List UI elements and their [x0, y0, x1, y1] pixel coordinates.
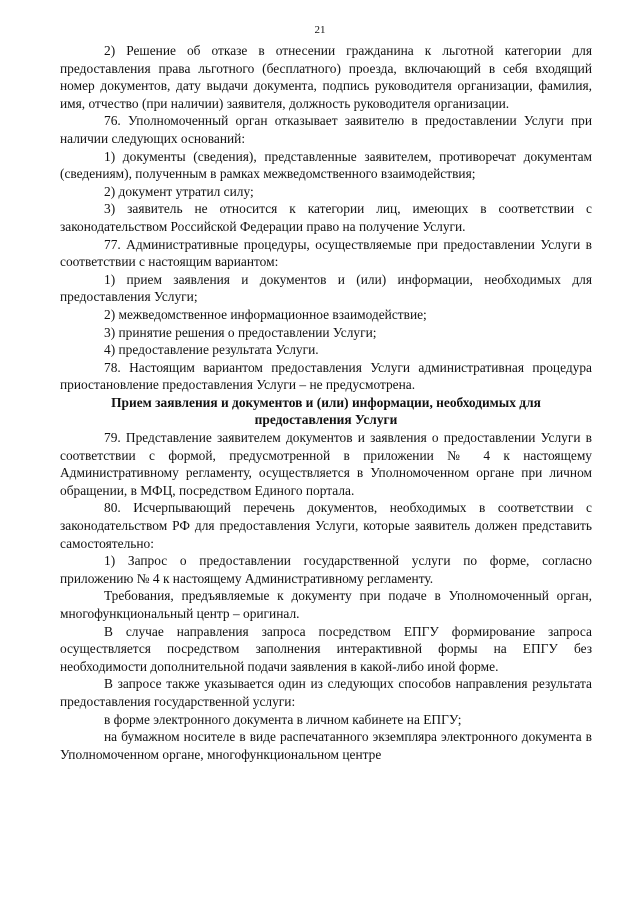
- paragraph: 4) предоставление результата Услуги.: [104, 342, 319, 358]
- paragraph: 79. Представление заявителем документов и заявления о предоставлении Услуги в соответствии с формой, предусмотренной в приложении № 4 к настоящему Административному регламенту, осуществляется в Уполномоченном органе при личном обращении, в МФЦ, посредством Единого портала.: [60, 430, 592, 498]
- paragraph: 76. Уполномоченный орган отказывает заявителю в предоставлении Услуги при наличии следующих оснований:: [60, 113, 592, 146]
- paragraph: 77. Административные процедуры, осуществляемые при предоставлении Услуги в соответствии с настоящим вариантом:: [60, 236, 592, 270]
- paragraph: 1) Запрос о предоставлении государственной услуги по форме, согласно приложению № 4 к настоящему Административному регламенту.: [60, 553, 592, 586]
- paragraph: Требования, предъявляемые к документу при подаче в Уполномоченный орган, многофункциональный центр – оригинал.: [60, 588, 592, 621]
- paragraph: 3) заявитель не относится к категории лиц, имеющих в соответствии с законодательством Российской Федерации право на получение Услуги.: [60, 201, 592, 234]
- section-heading: Прием заявления и документов и (или) информации, необходимых для предоставления Услуги: [111, 394, 541, 428]
- paragraph: 78. Настоящим вариантом предоставления Услуги административная процедура приостановление предоставления Услуги – не предусмотрена.: [60, 359, 592, 393]
- paragraph: В запросе также указывается один из следующих способов направления результата предоставления государственной услуги:: [60, 676, 592, 709]
- paragraph: 2) межведомственное информационное взаимодействие;: [104, 306, 427, 322]
- paragraph: В случае направления запроса посредством ЕПГУ формирование запроса осуществляется посредством заполнения интерактивной формы на ЕПГУ без необходимости дополнительной подачи заявления в какой-либо иной форме.: [60, 623, 592, 674]
- paragraph: 1) прием заявления и документов и (или) информации, необходимых для предоставления Услуги;: [60, 271, 592, 305]
- paragraph: 2) документ утратил силу;: [104, 183, 254, 199]
- paragraph: 1) документы (сведения), представленные заявителем, противоречат документам (сведениям), полученным в рамках межведомственного взаимодействия;: [60, 148, 592, 182]
- paragraph: 80. Исчерпывающий перечень документов, необходимых в соответствии с законодательством РФ для предоставления Услуги, которые заявитель должен представить самостоятельно:: [60, 500, 592, 551]
- paragraph: 2) Решение об отказе в отнесении гражданина к льготной категории для предоставления права льготного (бесплатного) проезда, включающий в себя входящий номер документов, дату выдачи документа, подпись руководителя организации, фамилия, имя, отчество (при наличии) заявителя, должность руководителя организации.: [60, 43, 592, 111]
- page-number: 21: [314, 24, 326, 36]
- paragraph: в форме электронного документа в личном кабинете на ЕПГУ;: [104, 711, 462, 727]
- paragraph: 3) принятие решения о предоставлении Услуги;: [104, 324, 377, 340]
- document-body: [60, 42, 592, 763]
- paragraph: на бумажном носителе в виде распечатанного экземпляра электронного документа в Уполномоченном органе, многофункциональном центре: [60, 729, 592, 762]
